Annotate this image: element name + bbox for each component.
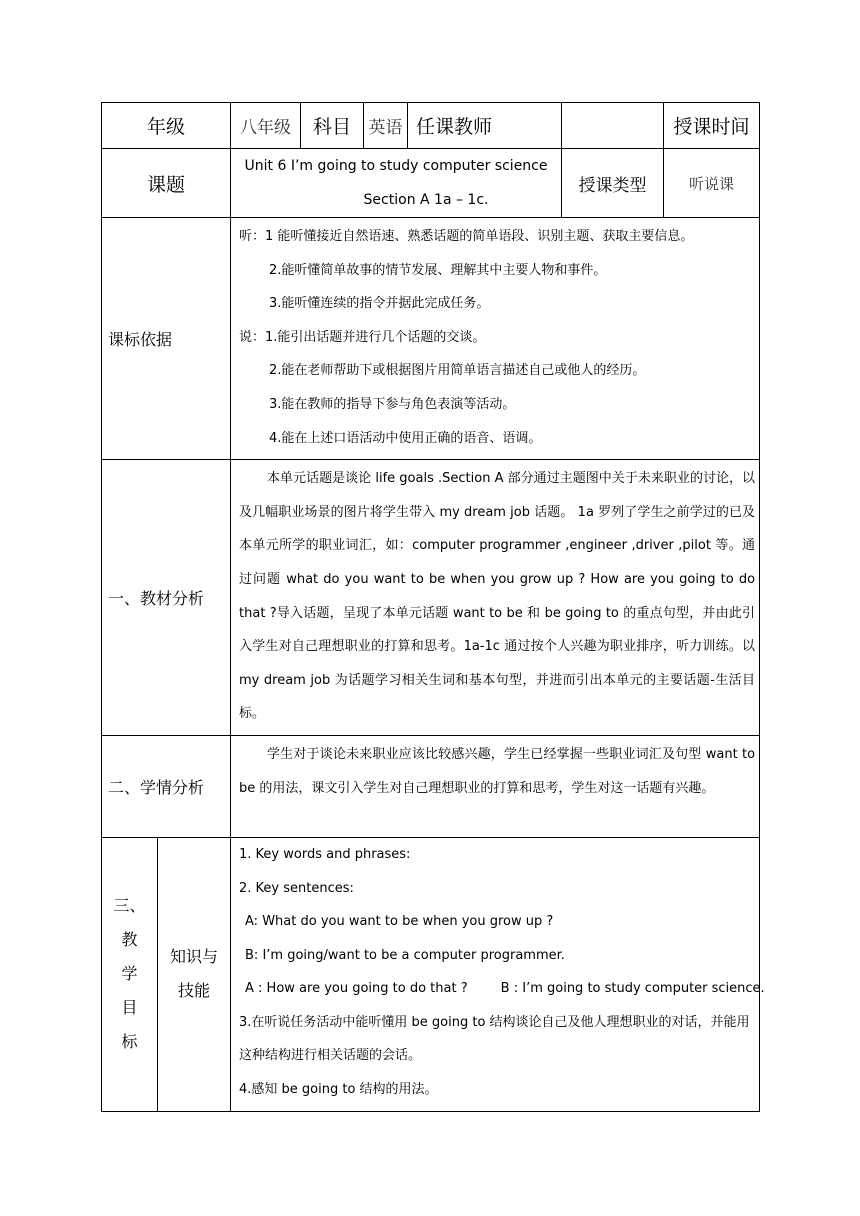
objectives-label-char: 学 [121, 964, 138, 984]
lesson-plan-table [101, 102, 765, 1112]
standard-line: 4.能在上述口语活动中使用正确的语音、语调。 [269, 430, 542, 446]
type-value: 听说课 [664, 149, 760, 218]
standard-line: 3.能听懂连续的指令并据此完成任务。 [269, 296, 490, 312]
type-label: 授课类型 [562, 149, 664, 218]
objectives-content [231, 837, 765, 1111]
learner-row [102, 735, 760, 837]
objective-item: B: I’m going/want to be a computer programmer. [245, 947, 565, 963]
standard-line: 3.能在教师的指导下参与角色表演等活动。 [269, 396, 516, 412]
standard-line: 2.能听懂简单故事的情节发展、理解其中主要人物和事件。 [269, 262, 607, 278]
grade-label: 年级 [102, 103, 231, 149]
topic-label: 课题 [102, 149, 231, 218]
learner-label: 二、学情分析 [102, 735, 231, 837]
learner-content [231, 735, 760, 837]
objectives-row [102, 837, 760, 1111]
topic-row [102, 149, 760, 218]
objective-item: A: What do you want to be when you grow up ? [245, 914, 554, 930]
standard-content [231, 218, 760, 460]
objective-item: 3.在听说任务活动中能听懂用 be going to 结构谈论自己及他人理想职业的对话，并能用这种结构进行相关话题的会话。 [239, 1014, 750, 1064]
standard-label: 课标依据 [102, 218, 231, 460]
objectives-label-char: 标 [121, 1032, 138, 1052]
objective-item: 2. Key sentences: [239, 880, 354, 896]
standard-row [102, 218, 760, 460]
knowledge-skills-label [158, 837, 231, 1111]
material-content [231, 460, 760, 736]
knowledge-skills-line-2: 技能 [178, 981, 211, 1001]
objectives-label-char: 教 [121, 930, 138, 950]
objective-item: 1. Key words and phrases: [239, 846, 411, 862]
objective-item: 4.感知 be going to 结构的用法。 [239, 1082, 438, 1098]
header-row [102, 103, 760, 149]
objectives-label [102, 837, 158, 1111]
subject-value: 英语 [364, 103, 408, 149]
learner-paragraph: 学生对于谈论未来职业应该比较感兴趣，学生已经掌握一些职业词汇及句型 want to be 的用法，课文引入学生对自己理想职业的打算和思考，学生对这一话题有兴趣。 [239, 746, 756, 796]
standard-line: 听：1 能听懂接近自然语速、熟悉话题的简单语段、识别主题、获取主要信息。 [239, 229, 694, 244]
objective-item: A : How are you going to do that ? B : I’m going to study computer science. [245, 981, 765, 997]
standard-line: 2.能在老师帮助下或根据图片用简单语言描述自己或他人的经历。 [269, 363, 646, 379]
grade-value: 八年级 [231, 103, 301, 149]
knowledge-skills-line-1: 知识与 [170, 947, 219, 967]
objectives-label-char: 三、 [113, 896, 146, 916]
standard-line: 说：1.能引出话题并进行几个话题的交谈。 [239, 329, 486, 345]
topic-line-1: Unit 6 I’m going to study computer science [244, 158, 548, 174]
objectives-label-char: 目 [121, 998, 138, 1018]
teacher-label: 任课教师 [408, 103, 562, 149]
time-label: 授课时间 [664, 103, 760, 149]
subject-label: 科目 [301, 103, 364, 149]
material-label: 一、教材分析 [102, 460, 231, 736]
material-row [102, 460, 760, 736]
topic-title [231, 149, 562, 218]
teacher-value [562, 103, 664, 149]
topic-line-2: Section A 1a – 1c. [363, 192, 489, 208]
material-paragraph: 本单元话题是谈论 life goals .Section A 部分通过主题图中关于未来职业的讨论，以及几幅职业场景的图片将学生带入 my dream job 话题。 1a 罗列了学生之前学过的已及本单元所学的职业词汇，如：computer programmer ,engineer ,driver ,pilot 等。通过问题 what do you want to be when you grow up ? How are you going to do that ?导入话题，呈现了本单元话题 want to be 和 be going to 的重点句型，并由此引入学生对自己理想职业的打算和思考。1a-1c 通过按个人兴趣为职业排序，听力训练。以 my dream job 为话题学习相关生词和基本句型，并进而引出本单元的主要话题-生活目标。 [239, 471, 756, 722]
